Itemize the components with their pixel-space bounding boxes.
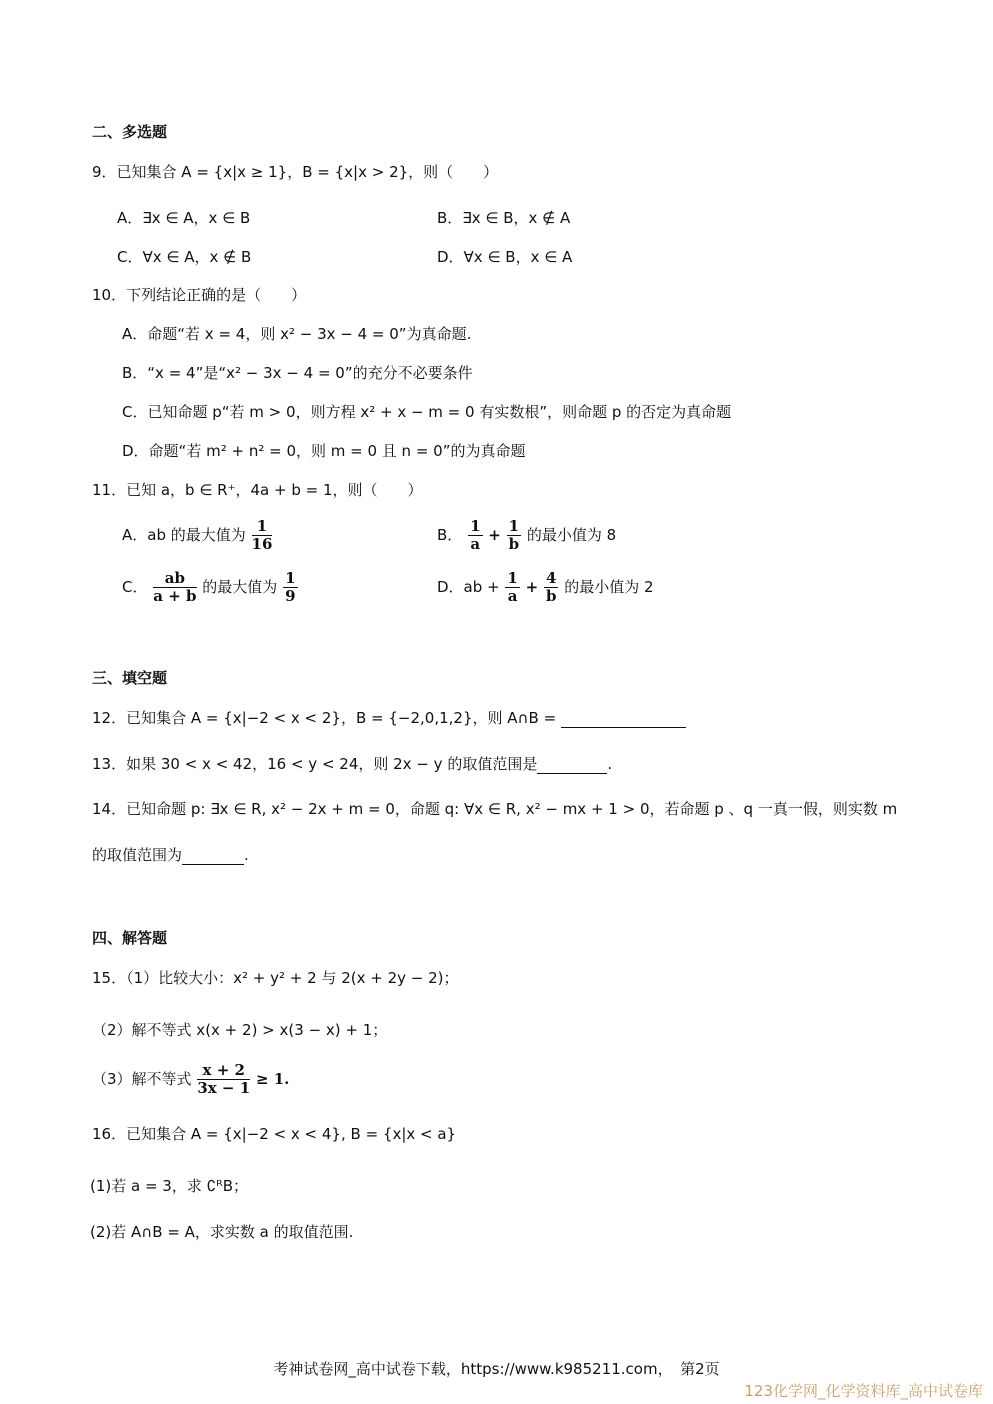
q11-b-label: B．: [437, 526, 463, 544]
q11-option-a: [122, 518, 273, 553]
q14-line-1: 14．已知命题 p: ∃x ∈ R, x² − 2x + m = 0，命题 q: ∀x ∈ R, x² − mx + 1 > 0，若命题 p 、q 一真一假，则实数 m: [92, 800, 898, 818]
q10-stem: 10．下列结论正确的是（ ）: [92, 286, 307, 304]
section-heading-multiple-choice: 二、多选题: [92, 123, 168, 141]
q11-b-fraction-2: $\frac{1}{b}$: [508, 517, 520, 553]
q15-p3-inequality: ≥ 1.: [255, 1070, 290, 1088]
q15-part-1: 15．（1）比较大小：x² + y² + 2 与 2(x + 2y − 2)；: [92, 969, 459, 987]
q14-line-2: [92, 845, 249, 865]
q10-option-d: D．命题“若 m² + n² = 0，则 m = 0 且 n = 0”的为真命题: [122, 442, 526, 460]
q11-a-fraction: $\frac{1}{16}$: [251, 517, 273, 553]
q9-option-d: D．∀x ∈ B，x ∈ A: [437, 248, 573, 266]
q12-text: 12．已知集合 A = {x|−2 < x < 2}，B = {−2,0,1,2}，则 A∩B =: [92, 709, 557, 727]
section-heading-solutions: 四、解答题: [92, 929, 168, 947]
q10-option-b: B．“x = 4”是“x² − 3x − 4 = 0”的充分不必要条件: [122, 364, 473, 382]
q12: [92, 708, 686, 728]
q11-option-b: [437, 518, 616, 553]
q16-part-2: (2)若 A∩B = A，求实数 a 的取值范围.: [90, 1223, 354, 1241]
q13-text: 13．如果 30 < x < 42，16 < y < 24，则 2x − y 的取值范围是: [92, 755, 538, 773]
q11-c-fraction: $\frac{ab}{a + b}$: [153, 569, 197, 605]
q15-p3-fraction: $\frac{x + 2}{3x - 1}$: [197, 1061, 251, 1097]
q11-stem: 11．已知 a，b ∈ R⁺，4a + b = 1，则（ ）: [92, 481, 423, 499]
q9-option-c: C．∀x ∈ A，x ∉ B: [117, 248, 252, 266]
q12-answer-blank[interactable]: [561, 727, 686, 728]
q11-c-label: C．: [122, 578, 148, 596]
q16-part-1: (1)若 a = 3，求 ∁ᴿB；: [90, 1177, 249, 1195]
q13-answer-blank[interactable]: [537, 773, 607, 774]
q11-c-text: 的最大值为: [202, 578, 278, 596]
q11-d-fraction-2: $\frac{4}{b}$: [545, 569, 557, 605]
q11-b-fraction-1: $\frac{1}{a}$: [470, 517, 481, 553]
watermark: 123化学网_化学资料库_高中试卷库: [744, 1382, 983, 1400]
q10-option-a: A．命题“若 x = 4，则 x² − 3x − 4 = 0”为真命题.: [122, 325, 472, 343]
q15-part-3: [92, 1062, 289, 1097]
q13-period: .: [607, 755, 613, 773]
q14-text: 的取值范围为: [92, 846, 183, 864]
q16-stem: 16．已知集合 A = {x|−2 < x < 4}, B = {x|x < a}: [92, 1125, 457, 1143]
q15-p3-text: （3）解不等式: [92, 1070, 192, 1088]
q11-option-d: [437, 570, 654, 605]
q14-period: .: [244, 846, 249, 864]
q10-option-c: C．已知命题 p“若 m > 0，则方程 x² + x − m = 0 有实数根”，则命题 p 的否定为真命题: [122, 403, 732, 421]
q9-option-b: B．∃x ∈ B，x ∉ A: [437, 209, 571, 227]
q9-stem: 9．已知集合 A = {x|x ≥ 1}，B = {x|x > 2}，则（ ）: [92, 163, 499, 181]
q11-d-label: D．ab +: [437, 578, 500, 596]
q11-d-text: 的最小值为 2: [564, 578, 654, 596]
q11-a-text: A．ab 的最大值为: [122, 526, 246, 544]
q11-c-value-fraction: $\frac{1}{9}$: [285, 569, 296, 605]
q11-option-c: [122, 570, 299, 605]
page-footer: 考神试卷网_高中试卷下载，https://www.k985211.com， 第2页: [273, 1360, 720, 1378]
section-heading-fill-in: 三、填空题: [92, 669, 168, 687]
q13: [92, 754, 612, 774]
q11-b-text: 的最小值为 8: [526, 526, 617, 544]
q11-d-fraction-1: $\frac{1}{a}$: [507, 569, 518, 605]
q9-option-a: A．∃x ∈ A，x ∈ B: [117, 209, 251, 227]
q11-b-plus: +: [488, 526, 501, 544]
q15-part-2: （2）解不等式 x(x + 2) > x(3 − x) + 1；: [92, 1021, 388, 1039]
q11-d-plus: +: [525, 578, 539, 596]
q14-answer-blank[interactable]: [182, 864, 244, 865]
